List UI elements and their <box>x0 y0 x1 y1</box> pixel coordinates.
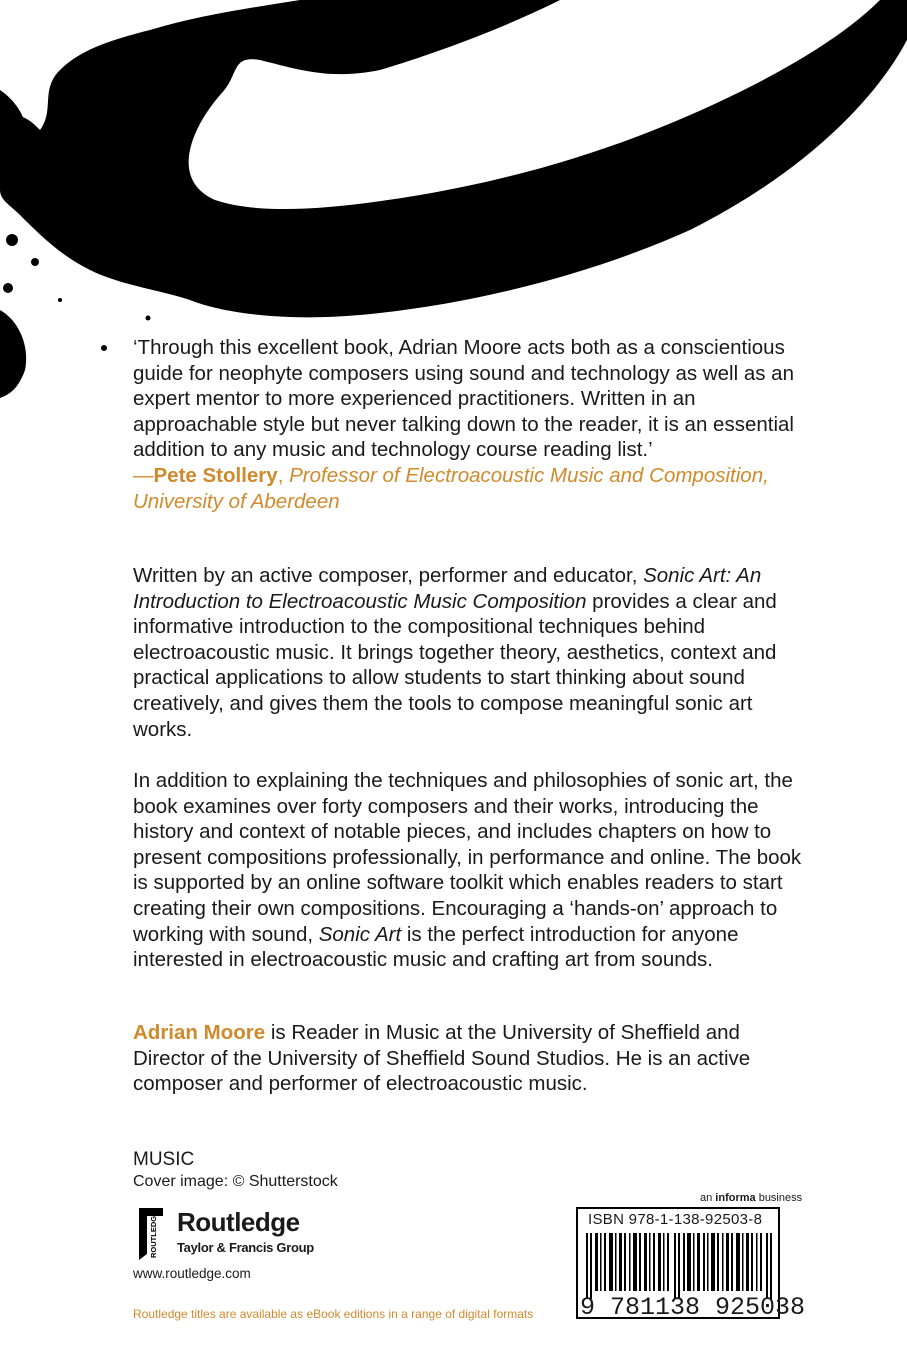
quote-text: ‘Through this excellent book, Adrian Moore acts both as a conscientious guide for neophyte composers using sound and technology as well as an expert mentor to more experienced practitioners. Written in an approachable style but never talking down to the reader, it is an essential addition to any music and technology course reading list.’ <box>133 336 794 462</box>
publisher-name: Routledge <box>177 1207 300 1237</box>
quote-attribution: —Pete Stollery, Professor of Electroacoustic Music and Composition, University of Aberdeen <box>133 463 769 513</box>
book-title-short: Sonic Art <box>318 922 402 946</box>
informa-tagline: an informa business <box>700 1192 803 1204</box>
routledge-logo <box>133 1206 333 1262</box>
informa-brand: informa <box>715 1192 756 1204</box>
ebook-note: Routledge titles are available as eBook editions in a range of digital formats <box>133 1307 534 1321</box>
book-title: Sonic Art: An Introduction to Electroacoustic Music Composition <box>133 564 762 613</box>
barcode-bars <box>586 1233 772 1299</box>
routledge-vertical-text: ROUTLEDGE <box>149 1210 158 1258</box>
routledge-mark-icon <box>133 1206 169 1262</box>
isbn-barcode <box>576 1207 806 1322</box>
cover-credit: Cover image: © Shutterstock <box>133 1173 338 1190</box>
publisher-url[interactable]: www.routledge.com <box>133 1266 251 1281</box>
attribution-role: Professor of Electroacoustic Music and Composition, University of Aberdeen <box>133 463 769 513</box>
description-paragraph-2: In addition to explaining the techniques and philosophies of sonic art, the book examines over forty composers and their works, introducing the history and context of notable pieces, and includes chapters on how to present compositions professionally, in performance and online. The book is supported by an online software toolkit which enables readers to start creating their own compositions. Encouraging a ‘hands-on’ approach to working with sound, Sonic Art is the perfect introduction for anyone interested in electroacoustic music and crafting art from sounds. <box>133 769 802 972</box>
ean-number: 9 781138 925038 <box>580 1293 806 1322</box>
endorsement-quote <box>133 335 813 514</box>
isbn-label: ISBN 978-1-138-92503-8 <box>588 1211 763 1228</box>
author-bio: Adrian Moore is Reader in Music at the University of Sheffield and Director of the University of Sheffield Sound Studios. He is an active composer and performer of electroacoustic music. <box>133 1021 751 1096</box>
attribution-name: Pete Stollery <box>153 463 278 487</box>
publisher-group: Taylor & Francis Group <box>177 1240 314 1255</box>
description-paragraph-1: Written by an active composer, performer and educator, Sonic Art: An Introduction to Electroacoustic Music Composition provides a clear and informative introduction to the compositional techniques behind electroacoustic music. It brings together theory, aesthetics, context and practical applications to allow students to start thinking about sound creatively, and gives them the tools to compose meaningful sonic art works. <box>133 564 777 741</box>
author-name: Adrian Moore <box>133 1021 266 1044</box>
subject-category: MUSIC <box>133 1149 195 1170</box>
